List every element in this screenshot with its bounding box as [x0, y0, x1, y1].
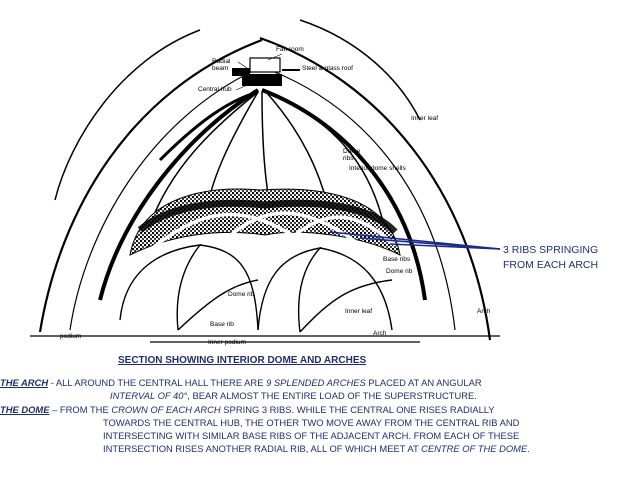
arch-text-4: INTERVAL OF 40° [110, 390, 188, 401]
arch-text-2: 9 SPLENDED ARCHES [266, 377, 366, 388]
label-steel-glass-roof: Steel & glass roof [302, 65, 353, 72]
dome-text-7: CENTRE OF THE DOME [421, 443, 528, 454]
arch-text-5: , BEAR ALMOST THE ENTIRE LOAD OF THE SUPERSTRUCTURE. [187, 390, 477, 401]
dome-text-8: . [527, 443, 530, 454]
label-central-hub: Central hub [198, 86, 232, 93]
arch-dash: - [48, 377, 56, 388]
label-podium: podium [60, 333, 82, 340]
dome-text-2: CROWN OF EACH ARCH [111, 404, 221, 415]
label-arch-right: Arch [477, 308, 491, 315]
arch-text-1: ALL AROUND THE CENTRAL HALL THERE ARE [55, 377, 267, 388]
dome-text-6: INTERSECTION RISES ANOTHER RADIAL RIB, ALL OF WHICH MEET AT [103, 443, 422, 454]
dome-note-line-1 [0, 403, 495, 416]
lower-arches [120, 245, 392, 332]
dome-heading: THE DOME [0, 404, 50, 415]
label-base-rib: Base rib [210, 321, 234, 328]
dome-note-line-2: TOWARDS THE CENTRAL HUB, THE OTHER TWO MOVE AWAY FROM THE CENTRAL RIB AND [103, 417, 520, 428]
label-radial-beam: Radial beam [212, 58, 231, 72]
label-fan-room: Fan room [276, 46, 304, 53]
label-arch-low: Arch [373, 330, 387, 337]
arch-heading: THE ARCH [0, 377, 49, 388]
dome-text-1: FROM THE [59, 404, 112, 415]
dome-note-line-3: INTERSECTING WITH SIMILAR BASE RIBS OF THE ADJACENT ARCH. FROM EACH OF THESE [103, 430, 520, 441]
arch-note-line-1 [0, 376, 482, 389]
callout-line-1: 3 RIBS SPRINGING [503, 244, 599, 256]
label-inner-leaf-low: Inner leaf [345, 308, 373, 315]
label-inner-podium: Inner podium [208, 339, 246, 346]
notes-block [0, 376, 638, 476]
label-dome-ribs: Dome ribs [343, 148, 361, 162]
label-interior-dome-shells: Interior dome shells [349, 165, 406, 172]
outer-petal-far-left [55, 30, 200, 200]
dome-dash: – [49, 404, 60, 415]
arch-text-3: PLACED AT AN ANGULAR [365, 377, 482, 388]
callout-line-2: FROM EACH ARCH [503, 259, 599, 271]
label-dome-rib-left: Dome rib [228, 291, 255, 298]
arch-note-line-2 [110, 389, 477, 402]
label-base-ribs: Base ribs [383, 256, 411, 263]
dome-text-3: SPRING 3 RIBS. WHILE THE CENTRAL ONE RISES RADIALLY [220, 404, 495, 415]
dome-note-line-4 [103, 442, 530, 455]
fan-room-box [250, 58, 280, 72]
section-caption: SECTION SHOWING INTERIOR DOME AND ARCHES [118, 355, 367, 366]
label-inner-leaf-top: Inner leaf [411, 115, 439, 122]
label-dome-rib-right: Dome rib [386, 268, 413, 275]
podium-lines [30, 336, 500, 342]
